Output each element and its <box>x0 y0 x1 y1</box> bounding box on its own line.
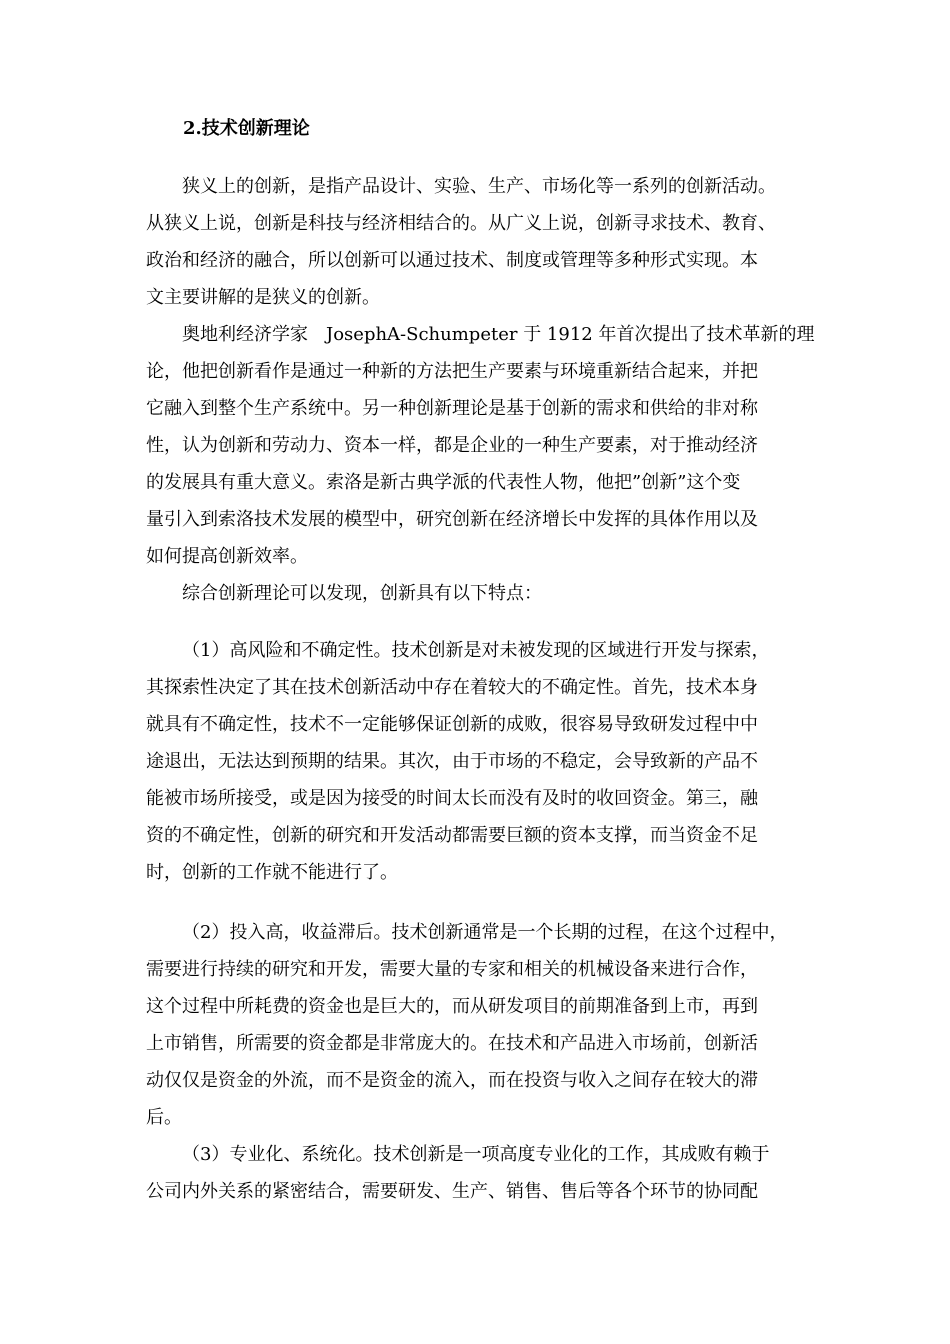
paragraph-6-line-1: （3）专业化、系统化。技术创新是一项高度专业化的工作，其成败有赖于 <box>182 1144 770 1165</box>
paragraph-4-line-3: 就具有不确定性，技术不一定能够保证创新的成败，很容易导致研发过程中中 <box>146 714 758 735</box>
paragraph-4-line-4: 途退出，无法达到预期的结果。其次，由于市场的不稳定，会导致新的产品不 <box>146 751 758 772</box>
paragraph-1-line-3: 政治和经济的融合，所以创新可以通过技术、制度或管理等多种形式实现。本 <box>146 250 758 271</box>
paragraph-2-line-2: 论，他把创新看作是通过一种新的方法把生产要素与环境重新结合起来，并把 <box>146 361 758 382</box>
paragraph-5-line-1: （2）投入高，收益滞后。技术创新通常是一个长期的过程，在这个过程中， <box>182 922 788 943</box>
paragraph-5-line-5: 动仅仅是资金的外流，而不是资金的流入，而在投资与收入之间存在较大的滞 <box>146 1070 758 1091</box>
paragraph-4-line-5: 能被市场所接受，或是因为接受的时间太长而没有及时的收回资金。第三，融 <box>146 788 758 809</box>
paragraph-5-line-6: 后。 <box>146 1107 182 1128</box>
paragraph-3-line-1: 综合创新理论可以发现，创新具有以下特点： <box>182 583 542 604</box>
paragraph-2-line-3: 它融入到整个生产系统中。另一种创新理论是基于创新的需求和供给的非对称 <box>146 398 758 419</box>
paragraph-2-line-4: 性，认为创新和劳动力、资本一样，都是企业的一种生产要素，对于推动经济 <box>146 435 758 456</box>
paragraph-2-line-6: 量引入到索洛技术发展的模型中，研究创新在经济增长中发挥的具体作用以及 <box>146 509 758 530</box>
paragraph-5-line-4: 上市销售，所需要的资金都是非常庞大的。在技术和产品进入市场前，创新活 <box>146 1033 758 1054</box>
paragraph-4-line-1: （1）高风险和不确定性。技术创新是对未被发现的区域进行开发与探索， <box>182 640 770 661</box>
paragraph-5-line-2: 需要进行持续的研究和开发，需要大量的专家和相关的机械设备来进行合作， <box>146 959 758 980</box>
paragraph-6-line-2: 公司内外关系的紧密结合，需要研发、生产、销售、售后等各个环节的协同配 <box>146 1181 758 1202</box>
paragraph-1-line-4: 文主要讲解的是狭义的创新。 <box>146 287 380 308</box>
paragraph-5-line-3: 这个过程中所耗费的资金也是巨大的，而从研发项目的前期准备到上市，再到 <box>146 996 758 1017</box>
paragraph-4-line-7: 时，创新的工作就不能进行了。 <box>146 862 398 883</box>
section-heading: 2.技术创新理论 <box>183 118 310 139</box>
paragraph-1-line-1: 狭义上的创新，是指产品设计、实验、生产、市场化等一系列的创新活动。 <box>182 176 776 197</box>
paragraph-2-line-1: 奥地利经济学家 JosephA-Schumpeter 于 1912 年首次提出了技术革新的理 <box>182 324 815 345</box>
paragraph-1-line-2: 从狭义上说，创新是科技与经济相结合的。从广义上说，创新寻求技术、教育、 <box>146 213 776 234</box>
paragraph-2-line-7: 如何提高创新效率。 <box>146 546 308 567</box>
paragraph-4-line-2: 其探索性决定了其在技术创新活动中存在着较大的不确定性。首先，技术本身 <box>146 677 758 698</box>
paragraph-4-line-6: 资的不确定性，创新的研究和开发活动都需要巨额的资本支撑，而当资金不足 <box>146 825 758 846</box>
paragraph-2-line-5: 的发展具有重大意义。索洛是新古典学派的代表性人物，他把”创新”这个变 <box>146 472 741 493</box>
